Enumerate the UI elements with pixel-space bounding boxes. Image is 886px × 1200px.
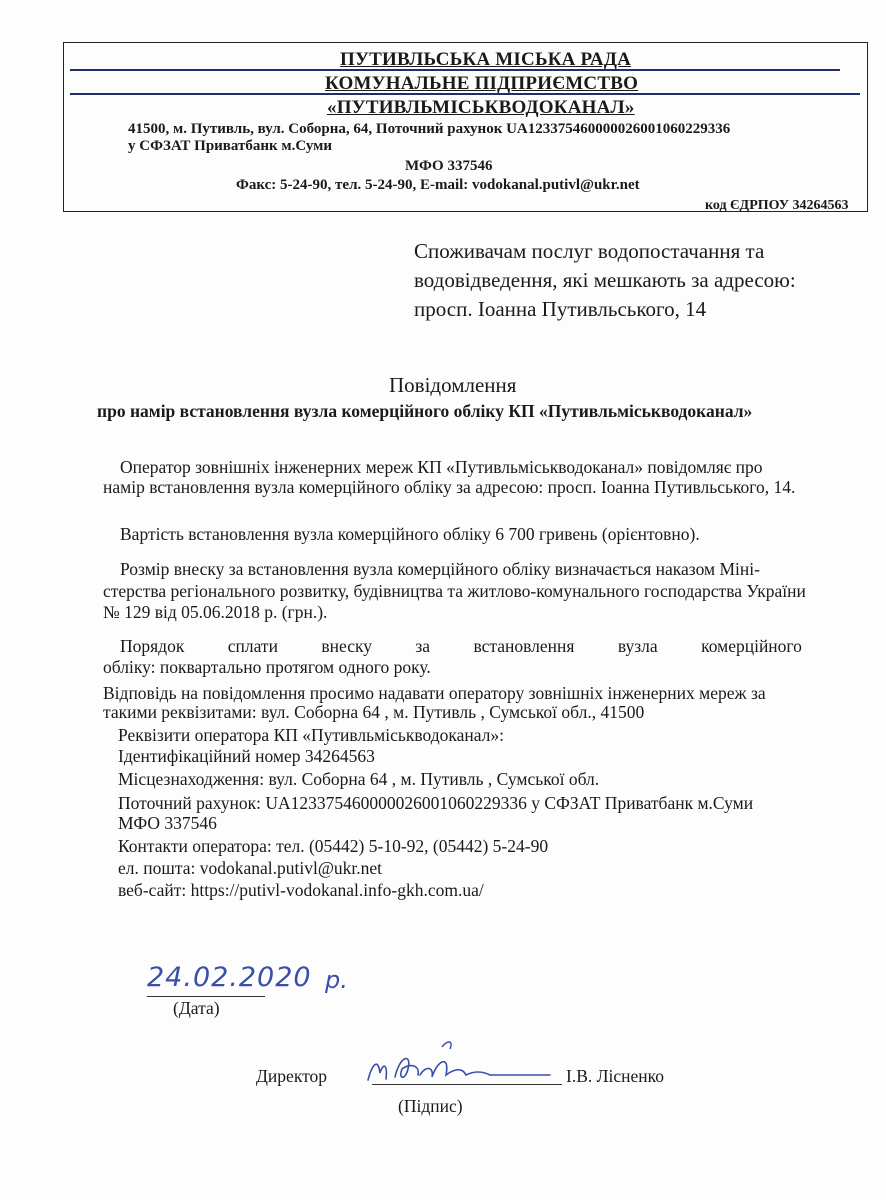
p4-word: вузла [617, 636, 658, 656]
requisites-id-number: Ідентифікаційний номер 34264563 [118, 746, 375, 766]
council-title: ПУТИВЛЬСЬКА МІСЬКА РАДА [340, 49, 632, 70]
requisites-mfo: МФО 337546 [118, 813, 217, 833]
signature-line [372, 1084, 562, 1085]
paragraph-4-line-1 [120, 636, 802, 657]
requisites-contacts: Контакти оператора: тел. (05442) 5-10-92, (05442) 5-24-90 [118, 836, 549, 856]
paragraph-1-line-1: Оператор зовнішніх інженерних мереж КП «Путивльміськводоканал» повідомляє про [120, 457, 763, 477]
requisites-website: веб-сайт: https://putivl-vodokanal.info-gkh.com.ua/ [118, 880, 484, 900]
requisites-email: ел. пошта: vodokanal.putivl@ukr.net [118, 858, 383, 878]
signature-label: (Підпис) [398, 1096, 463, 1116]
signature-mark-icon [350, 1035, 560, 1095]
paragraph-5-line-1: Відповідь на повідомлення просимо надавати оператору зовнішніх інженерних мереж за [103, 683, 766, 703]
paragraph-3-line-1: Розмір внеску за встановлення вузла комерційного обліку визначається наказом Міні- [120, 559, 760, 579]
recipient-line-1: Споживачам послуг водопостачання та [414, 239, 765, 263]
paragraph-2: Вартість встановлення вузла комерційного обліку 6 700 гривень (орієнтовно). [120, 524, 700, 544]
recipient-line-2: водовідведення, які мешкають за адресою: [414, 268, 796, 292]
enterprise-name: «ПУТИВЛЬМІСЬКВОДОКАНАЛ» [327, 97, 635, 118]
p4-word: за [415, 636, 431, 656]
address-line: 41500, м. Путивль, вул. Соборна, 64, Поточний рахунок UA123375460000026001060229336 [128, 121, 731, 137]
requisites-heading: Реквізити оператора КП «Путивльміськводоканал»: [118, 725, 505, 745]
edrpou-code: код ЄДРПОУ 34264563 [705, 198, 849, 213]
paragraph-5-line-2: такими реквізитами: вул. Соборна 64 , м. Путивль , Сумської обл., 41500 [103, 702, 645, 722]
mfo-line: МФО 337546 [405, 158, 493, 174]
notice-subtitle: про намір встановлення вузла комерційного обліку КП «Путивльміськводоканал» [97, 401, 753, 421]
p4-word: Порядок [120, 636, 185, 656]
notice-title: Повідомлення [389, 373, 517, 397]
p4-word: сплати [227, 636, 278, 656]
paragraph-3-line-2: стерства регіонального розвитку, будівництва та житлово-комунального господарства України [103, 581, 806, 601]
date-underline [147, 996, 265, 997]
paragraph-4-line-2: обліку: поквартально протягом одного року. [103, 657, 431, 677]
recipient-line-3: просп. Іоанна Путивльського, 14 [414, 297, 707, 321]
p4-word: внеску [321, 636, 372, 656]
requisites-account: Поточний рахунок: UA123375460000026001060229336 у СФЗАТ Приватбанк м.Суми [118, 793, 754, 813]
paragraph-3-line-3: № 129 від 05.06.2018 р. (грн.). [103, 602, 328, 622]
paragraph-1-line-2: намір встановлення вузла комерційного обліку за адресою: просп. Іоанна Путивльського, 14. [103, 477, 796, 497]
director-position: Директор [256, 1066, 328, 1086]
director-name: І.В. Лісненко [566, 1066, 664, 1086]
contacts-line: Факс: 5-24-90, тел. 5-24-90, E-mail: vodokanal.putivl@ukr.net [236, 177, 640, 193]
handwritten-date-suffix: р. [325, 966, 348, 994]
requisites-location: Місцезнаходження: вул. Соборна 64 , м. Путивль , Сумської обл. [118, 769, 600, 789]
date-label: (Дата) [173, 998, 220, 1018]
p4-word: встановлення [473, 636, 575, 656]
p4-word: комерційного [701, 636, 802, 656]
bank-line: у СФЗАТ Приватбанк м.Суми [128, 138, 333, 154]
handwritten-date: 24.02.2020 [147, 962, 312, 993]
enterprise-type: КОМУНАЛЬНЕ ПІДПРИЄМСТВО [325, 73, 639, 94]
